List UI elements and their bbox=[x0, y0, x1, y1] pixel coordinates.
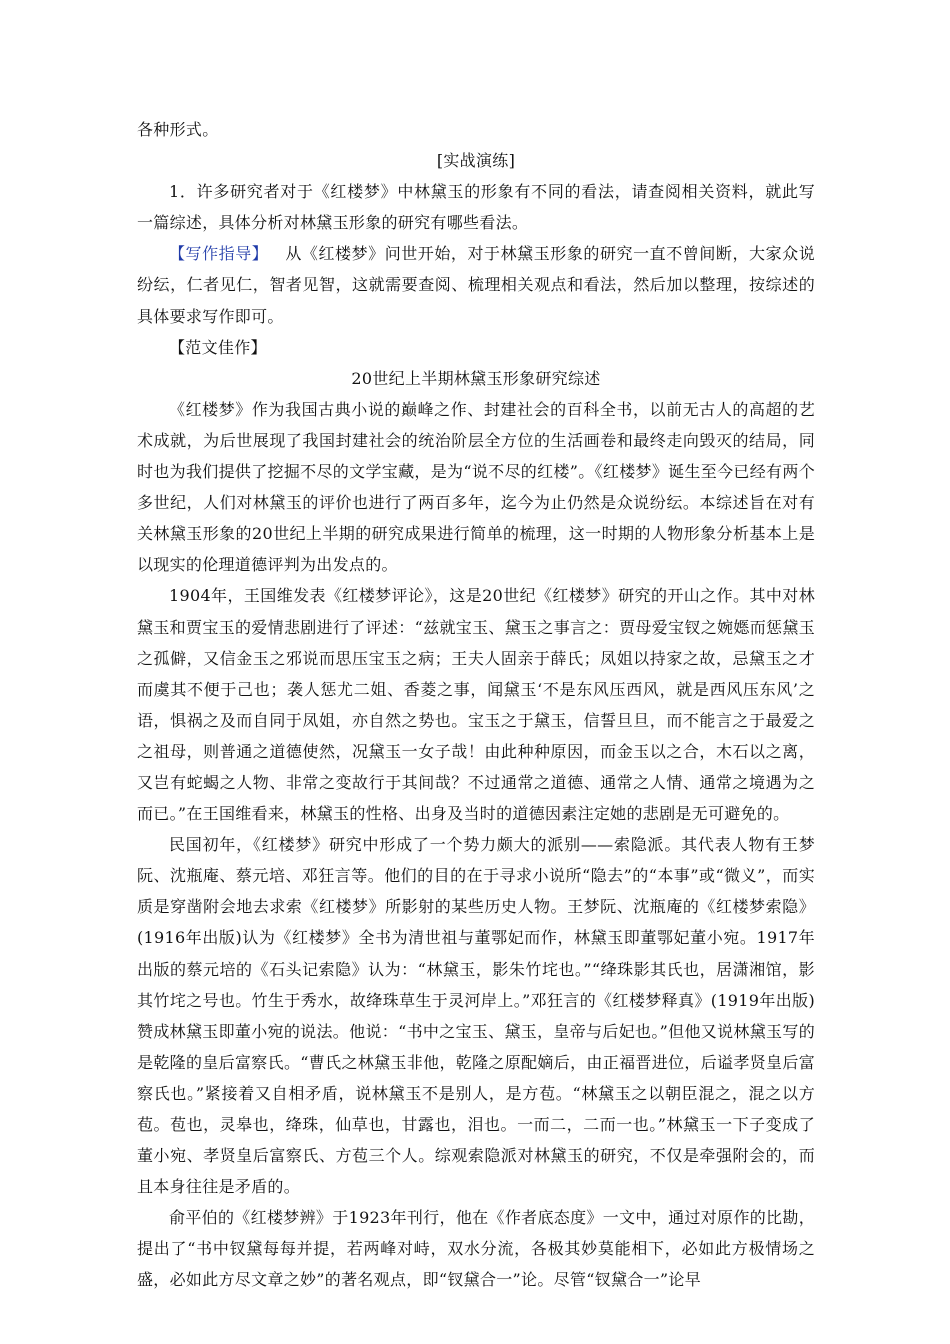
writing-guide-text: 从《红楼梦》问世开始，对于林黛玉形象的研究一直不曾间断，大家众说纷纭，仁者见仁，智者见智，这就需要查阅、梳理相关观点和看法，然后加以整理，按综述的具体要求写作即可。 bbox=[137, 244, 815, 326]
document-page bbox=[137, 114, 815, 1296]
writing-guide bbox=[137, 238, 815, 331]
essay-paragraph: 1904年，王国维发表《红楼梦评论》，这是20世纪《红楼梦》研究的开山之作。其中对林黛玉和贾宝玉的爱情悲剧进行了评述：“兹就宝玉、黛玉之事言之：贾母爱宝钗之婉嫕而惩黛玉之孤僻，又信金玉之邪说而思压宝玉之病；王夫人固亲于薛氏；凤姐以持家之故，忌黛玉之才而虞其不便于己也；袭人惩尤二姐、香菱之事，闻黛玉‘不是东风压西风，就是西风压东风’之语，惧祸之及而自同于凤姐，亦自然之势也。宝玉之于黛玉，信誓旦旦，而不能言之于最爱之之祖母，则普通之道德使然，况黛玉一女子哉！由此种种原因，而金玉以之合，木石以之离，又岂有蛇蝎之人物、非常之变故行于其间哉？不过通常之道德、通常之人情、通常之境遇为之而已。”在王国维看来，林黛玉的性格、出身及当时的道德因素注定她的悲剧是无可避免的。 bbox=[137, 586, 815, 824]
section-heading: [实战演练] bbox=[436, 151, 516, 171]
essay-paragraph: 俞平伯的《红楼梦辨》于1923年刊行，他在《作者底态度》一文中，通过对原作的比勘，提出了“书中钗黛每每并提，若两峰对峙，双水分流，各极其妙莫能相下，必如此方极情场之盛，必如此方尽文章之妙”的著名观点，即“钗黛合一”论。尽管“钗黛合一”论早 bbox=[137, 1208, 815, 1290]
intro-tail: 各种形式。 bbox=[137, 120, 219, 139]
writing-guide-spacer bbox=[268, 244, 285, 263]
essay-paragraph: 《红楼梦》作为我国古典小说的巅峰之作、封建社会的百科全书，以前无古人的高超的艺术成就，为后世展现了我国封建社会的统治阶层全方位的生活画卷和最终走向毁灭的结局，同时也为我们提供了挖掘不尽的文学宝藏，是为“说不尽的红楼”。《红楼梦》诞生至今已经有两个多世纪，人们对林黛玉的评价也进行了两百多年，迄今为止仍然是众说纷纭。本综述旨在对有关林黛玉形象的20世纪上半期的研究成果进行简单的梳理，这一时期的人物形象分析基本上是以现实的伦理道德评判为出发点的。 bbox=[137, 399, 815, 575]
writing-guide-label: 【写作指导】 bbox=[169, 244, 269, 264]
essay-paragraph: 民国初年，《红楼梦》研究中形成了一个势力颇大的派别——索隐派。其代表人物有王梦阮、沈瓶庵、蔡元培、邓狂言等。他们的目的在于寻求小说所“隐去”的“本事”或“微义”，而实质是穿凿附会地去求索《红楼梦》所影射的某些历史人物。王梦阮、沈瓶庵的《红楼梦索隐》(1916年出版)认为《红楼梦》全书为清世祖与董鄂妃而作，林黛玉即董鄂妃董小宛。1917年出版的蔡元培的《石头记索隐》认为：“林黛玉，影朱竹垞也。”“绛珠影其氏也，居潇湘馆，影其竹垞之号也。竹生于秀水，故绛珠草生于灵河岸上。”邓狂言的《红楼梦释真》(1919年出版)赞成林黛玉即董小宛的说法。他说：“书中之宝玉、黛玉，皇帝与后妃也。”但他又说林黛玉写的是乾隆的皇后富察氏。“曹氏之林黛玉非他，乾隆之原配嫡后，由正福晋进位，后谥孝贤皇后富察氏也。”紧接着又自相矛盾，说林黛玉不是别人，是方苞。“林黛玉之以朝臣混之，混之以方苞。苞也，灵皋也，绛珠，仙草也，甘露也，泪也。一而二，二而一也。”林黛玉一下子变成了董小宛、孝贤皇后富察氏、方苞三个人。综观索隐派对林黛玉的研究，不仅是牵强附会的，而且本身往往是矛盾的。 bbox=[137, 835, 815, 1197]
sample-label: 【范文佳作】 bbox=[169, 337, 267, 357]
question-text: 1．许多研究者对于《红楼梦》中林黛玉的形象有不同的看法，请查阅相关资料，就此写一篇综述，具体分析对林黛玉形象的研究有哪些看法。 bbox=[137, 182, 815, 233]
essay-title: 20世纪上半期林黛玉形象研究综述 bbox=[351, 368, 601, 388]
